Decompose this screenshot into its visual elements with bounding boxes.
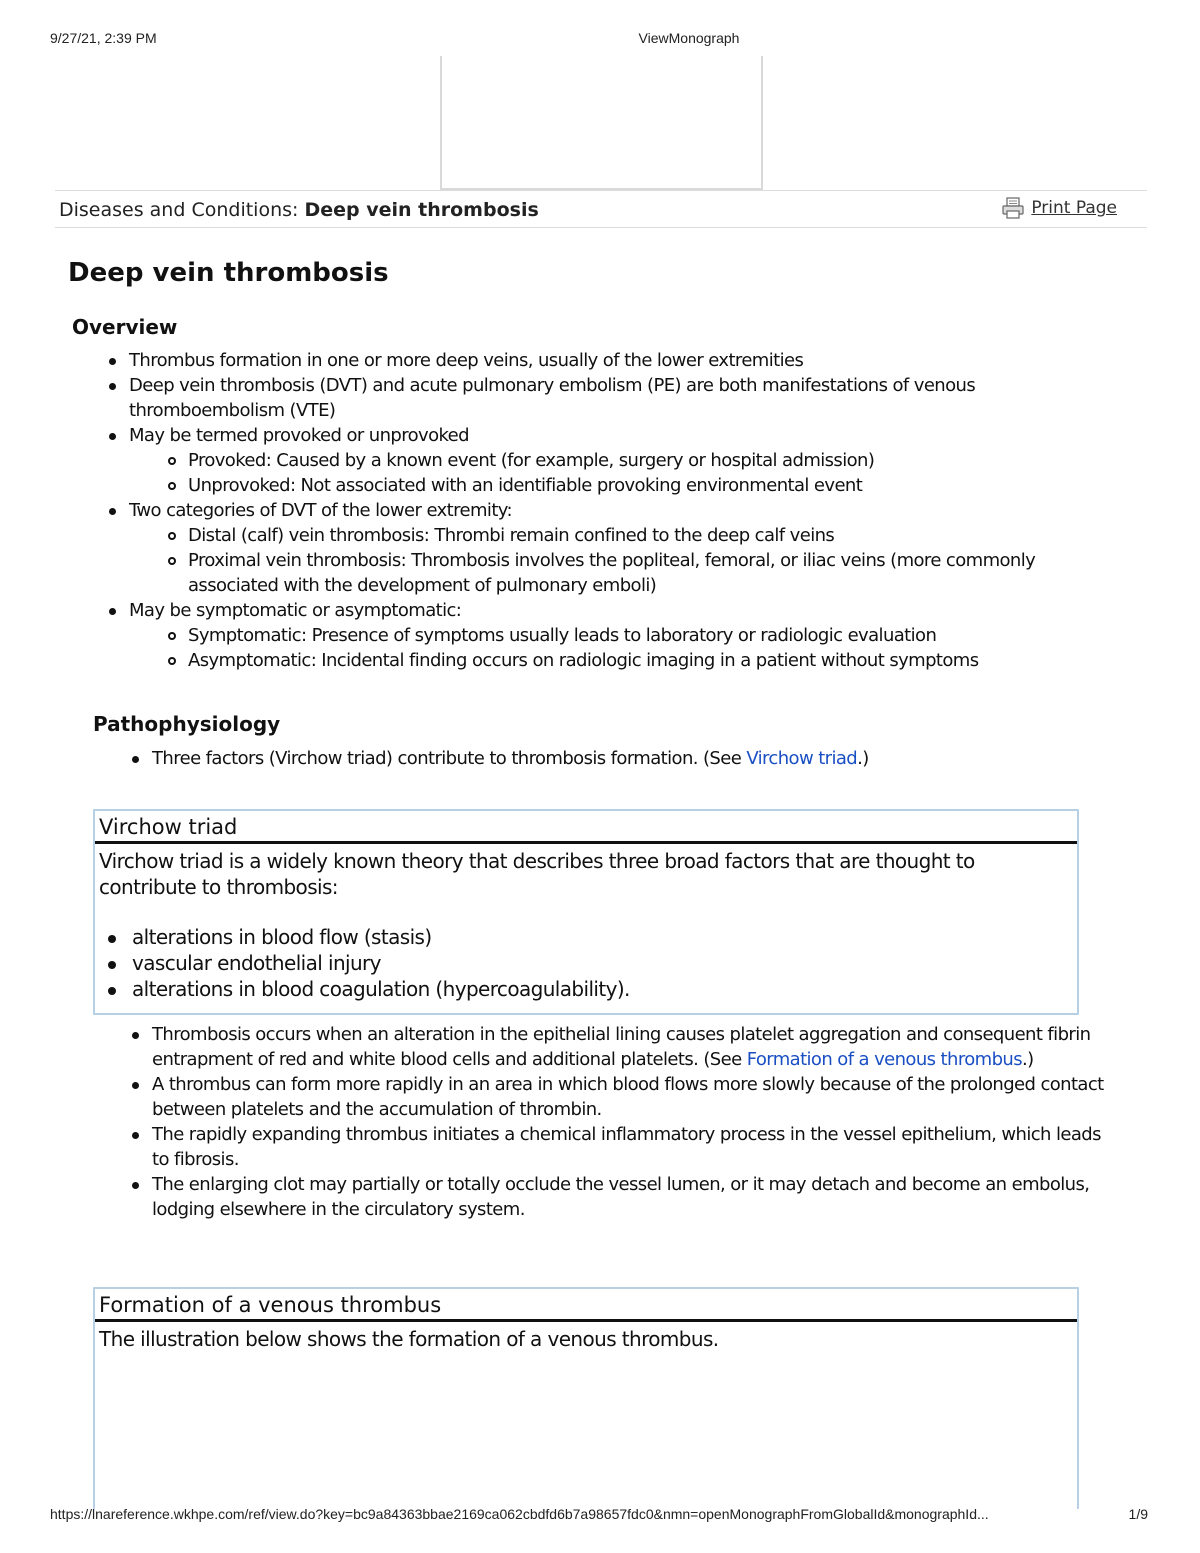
sub-list-item: Proximal vein thrombosis: Thrombosis involves the popliteal, femoral, or iliac veins (more commonly associated with the development of pulmonary emboli): [188, 548, 1119, 598]
print-datetime: 9/27/21, 2:39 PM: [50, 30, 157, 46]
print-page-button[interactable]: [1001, 197, 1117, 219]
page-title: Deep vein thrombosis: [68, 258, 389, 288]
breadcrumb: [59, 199, 539, 221]
formation-thrombus-box: [93, 1287, 1079, 1509]
banner-placeholder: [440, 56, 763, 190]
sub-list-item: Provoked: Caused by a known event (for example, surgery or hospital admission): [188, 448, 1119, 473]
list-item: Thrombosis occurs when an alteration in the epithelial lining causes platelet aggregation and consequent fibrin entrapment of red and white blood cells and additional platelets. (See Formation of a venous thrombus.): [152, 1022, 1117, 1072]
formation-box-body: [95, 1322, 1077, 1356]
sub-list-item: Symptomatic: Presence of symptoms usually leads to laboratory or radiologic evaluation: [188, 623, 1119, 648]
virchow-triad-link[interactable]: Virchow triad: [746, 748, 858, 769]
printer-icon: [1001, 197, 1025, 219]
print-header: [0, 30, 1200, 50]
overview-list: [129, 348, 1119, 673]
pathophysiology-list-1: [152, 746, 1112, 771]
print-footer-url: https://lnareference.wkhpe.com/ref/view.do?key=bc9a84363bbae2169ca062cbdfd6b7a98657fdc0&nmn=openMonographFromGlobalId&monographId...: [50, 1506, 989, 1522]
list-item: alterations in blood coagulation (hypercoagulability).: [132, 976, 1073, 1002]
sub-list-item: Unprovoked: Not associated with an identifiable provoking environmental event: [188, 473, 1119, 498]
virchow-factor-list: [132, 924, 1073, 1002]
list-item: May be termed provoked or unprovoked Provoked: Caused by a known event (for example, surgery or hospital admission) Unprovoked: Not associated with an identifiable provoking environmental event: [129, 423, 1119, 498]
pathophysiology-list-2: [152, 1022, 1117, 1222]
list-item: Deep vein thrombosis (DVT) and acute pulmonary embolism (PE) are both manifestations of venous thromboembolism (VTE): [129, 373, 1119, 423]
breadcrumb-category: Diseases and Conditions:: [59, 199, 305, 221]
list-item: May be symptomatic or asymptomatic: Symptomatic: Presence of symptoms usually leads to laboratory or radiologic evaluation Asymptomatic: Incidental finding occurs on radiologic imaging in a patient without symptoms: [129, 598, 1119, 673]
formation-thrombus-link[interactable]: Formation of a venous thrombus: [746, 1049, 1022, 1070]
virchow-box-intro: Virchow triad is a widely known theory that describes three broad factors that are thought to contribute to thrombosis:: [99, 849, 975, 899]
list-item: The rapidly expanding thrombus initiates a chemical inflammatory process in the vessel epithelium, which leads to fibrosis.: [152, 1122, 1117, 1172]
formation-box-intro: The illustration below shows the formation of a venous thrombus.: [99, 1327, 719, 1351]
symptom-sublist: [188, 623, 1119, 673]
pathophysiology-heading: Pathophysiology: [93, 712, 281, 736]
overview-heading: Overview: [72, 315, 178, 339]
list-item: A thrombus can form more rapidly in an area in which blood flows more slowly because of the prolonged contact between platelets and the accumulation of thrombin.: [152, 1072, 1117, 1122]
list-item: Three factors (Virchow triad) contribute to thrombosis formation. (See Virchow triad.): [152, 746, 1112, 771]
print-footer: [0, 1506, 1200, 1526]
categories-sublist: [188, 523, 1119, 598]
virchow-box-title: Virchow triad: [95, 811, 1077, 844]
formation-box-title: Formation of a venous thrombus: [95, 1289, 1077, 1322]
provoked-sublist: [188, 448, 1119, 498]
virchow-triad-box: [93, 809, 1079, 1015]
breadcrumb-topic: Deep vein thrombosis: [304, 199, 539, 221]
list-item: Two categories of DVT of the lower extremity: Distal (calf) vein thrombosis: Thrombi remain confined to the deep calf veins Proximal vein thrombosis: Thrombosis involves the popliteal, femoral, or iliac veins (more commonly associated with the development of pulmonary emboli): [129, 498, 1119, 598]
sub-list-item: Distal (calf) vein thrombosis: Thrombi remain confined to the deep calf veins: [188, 523, 1119, 548]
print-page-label[interactable]: Print Page: [1031, 198, 1117, 218]
list-item: Thrombus formation in one or more deep veins, usually of the lower extremities: [129, 348, 1119, 373]
list-item: vascular endothelial injury: [132, 950, 1073, 976]
sub-list-item: Asymptomatic: Incidental finding occurs on radiologic imaging in a patient without symptoms: [188, 648, 1119, 673]
list-item: alterations in blood flow (stasis): [132, 924, 1073, 950]
print-page-title: ViewMonograph: [638, 30, 740, 46]
print-page-number: 1/9: [1128, 1506, 1148, 1522]
breadcrumb-bar: [55, 190, 1147, 228]
virchow-box-body: [95, 844, 1077, 1006]
list-item: The enlarging clot may partially or totally occlude the vessel lumen, or it may detach and become an embolus, lodging elsewhere in the circulatory system.: [152, 1172, 1117, 1222]
